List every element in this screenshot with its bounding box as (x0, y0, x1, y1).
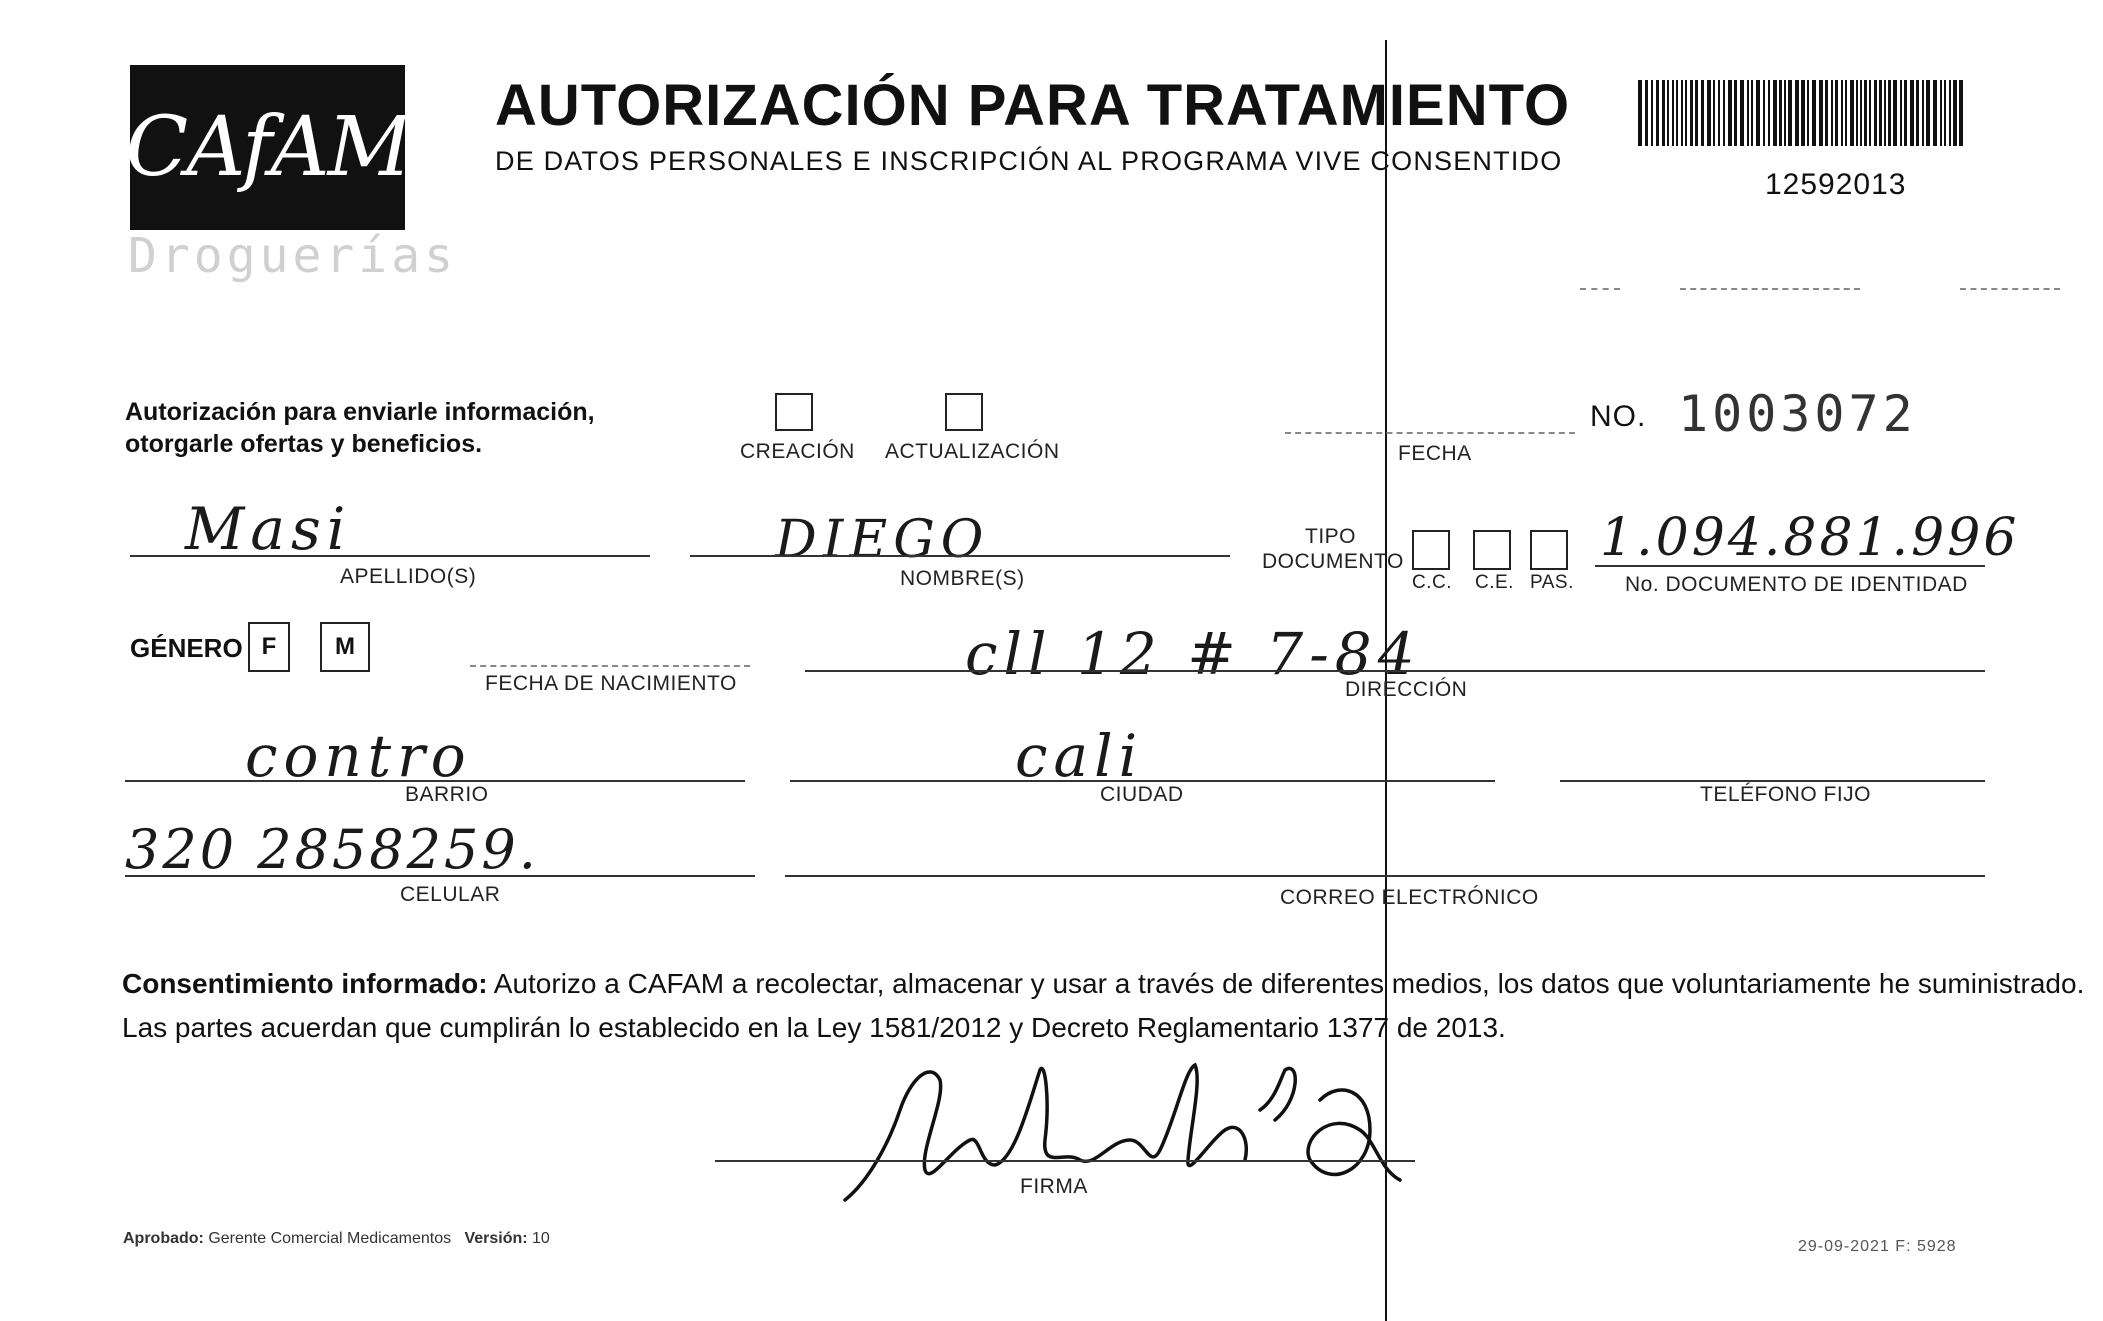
barcode-bar (1685, 80, 1687, 146)
barcode-bar (1812, 80, 1816, 146)
authorization-text-2: otorgarle ofertas y beneficios. (125, 430, 483, 458)
ciudad-label: CIUDAD (1100, 783, 1184, 806)
barcode-bar (1779, 80, 1782, 146)
barcode-bar (1959, 80, 1963, 146)
correo-label: CORREO ELECTRÓNICO (1280, 886, 1539, 909)
barcode-bar (1845, 80, 1847, 146)
barcode-bar (1784, 80, 1786, 146)
barcode-bar (1850, 80, 1854, 146)
nombres-line[interactable] (690, 555, 1230, 557)
telefono-label: TELÉFONO FIJO (1700, 783, 1872, 806)
barcode-bar (1723, 80, 1725, 146)
cc-checkbox[interactable] (1412, 530, 1450, 570)
barcode-bar (1728, 80, 1732, 146)
barrio-value: contro (245, 722, 472, 790)
ciudad-line[interactable] (790, 780, 1495, 782)
footer-code: 29-09-2021 F: 5928 (1798, 1238, 1957, 1255)
barcode-bar (1667, 80, 1669, 146)
barcode-bar (1773, 80, 1777, 146)
barcode-bar (1672, 80, 1674, 146)
ce-label: C.E. (1475, 572, 1514, 593)
barcode-bar (1701, 80, 1704, 146)
form-title: AUTORIZACIÓN PARA TRATAMIENTO (495, 73, 1571, 138)
barcode-bar (1819, 80, 1823, 146)
barcode-bar (1949, 80, 1951, 146)
barcode-bar (1944, 80, 1946, 146)
barcode (1638, 80, 1968, 146)
barcode-bar (1740, 80, 1744, 146)
barcode-bar (1856, 80, 1858, 146)
aprobado-value: Gerente Comercial Medicamentos (208, 1230, 452, 1247)
celular-value: 320 2858259. (125, 818, 539, 881)
barcode-bar (1707, 80, 1711, 146)
consent-text-2: Las partes acuerdan que cumplirán lo establecido en la Ley 1581/2012 y Decreto Reglamentario 1377 de 2013. (122, 1012, 1506, 1043)
gender-f-label: F (261, 633, 277, 660)
version-label: Versión: (464, 1230, 528, 1247)
form-subtitle: DE DATOS PERSONALES E INSCRIPCIÓN AL PROGRAMA VIVE CONSENTIDO (495, 146, 1563, 176)
barcode-bar (1933, 80, 1937, 146)
nombres-label: NOMBRE(S) (900, 567, 1025, 590)
barcode-number: 12592013 (1765, 168, 1907, 201)
ce-checkbox[interactable] (1473, 530, 1511, 570)
barcode-bar (1831, 80, 1833, 146)
barcode-bar (1747, 80, 1749, 146)
barcode-bar (1835, 80, 1838, 146)
barcode-bar (1676, 80, 1678, 146)
barcode-bar (1884, 80, 1886, 146)
correo-line[interactable] (785, 875, 1985, 877)
barcode-bar (1904, 80, 1907, 146)
barcode-bar (1768, 80, 1770, 146)
barcode-bar (1940, 80, 1942, 146)
barcode-bar (1879, 80, 1882, 146)
barcode-bar (1734, 80, 1737, 146)
actualizacion-label: ACTUALIZACIÓN (885, 440, 1060, 463)
pas-checkbox[interactable] (1530, 530, 1568, 570)
barcode-bar (1874, 80, 1877, 146)
celular-label: CELULAR (400, 883, 501, 906)
barcode-bar (1922, 80, 1924, 146)
barcode-bar (1869, 80, 1871, 146)
consent-bold: Consentimiento informado: (122, 968, 488, 999)
barcode-bar (1662, 80, 1665, 146)
barcode-bar (1841, 80, 1843, 146)
genero-label: GÉNERO (130, 633, 243, 663)
barrio-label: BARRIO (405, 783, 489, 806)
barcode-bar (1718, 80, 1720, 146)
firma-label: FIRMA (1020, 1175, 1088, 1198)
barcode-bar (1645, 80, 1648, 146)
barcode-bar (1825, 80, 1828, 146)
direccion-value: cll 12 # 7-84 (965, 620, 1421, 688)
barcode-bar (1751, 80, 1753, 146)
aprobado-label: Aprobado: (123, 1230, 204, 1247)
faint-line (1960, 288, 2060, 290)
barcode-bar (1864, 80, 1867, 146)
barcode-bar (1953, 80, 1957, 146)
gender-m-label: M (335, 633, 355, 660)
barcode-bar (1795, 80, 1799, 146)
barcode-bar (1638, 80, 1642, 146)
barcode-bar (1807, 80, 1809, 146)
telefono-line[interactable] (1560, 780, 1985, 782)
ciudad-value: cali (1015, 722, 1144, 790)
fecha-label: FECHA (1398, 442, 1472, 465)
barcode-bar (1695, 80, 1698, 146)
barcode-bar (1893, 80, 1897, 146)
firma-line[interactable] (715, 1160, 1415, 1162)
barcode-bar (1713, 80, 1715, 146)
signature (830, 1040, 1450, 1220)
documento-label: DOCUMENTO (1262, 550, 1404, 573)
barrio-line[interactable] (125, 780, 745, 782)
cafam-logo (125, 65, 410, 230)
pas-label: PAS. (1530, 572, 1574, 593)
apellidos-value: Masi (185, 495, 352, 563)
barcode-bar (1763, 80, 1765, 146)
tipo-label: TIPO (1305, 525, 1357, 548)
barcode-bar (1910, 80, 1914, 146)
gender-f-box[interactable] (248, 622, 290, 672)
fecha-line[interactable] (1285, 432, 1575, 434)
apellidos-label: APELLIDO(S) (340, 565, 477, 588)
direccion-label: DIRECCIÓN (1345, 678, 1468, 701)
nacimiento-line[interactable] (470, 665, 750, 667)
creacion-checkbox[interactable] (775, 393, 813, 431)
logo-text: CAfAM (125, 100, 410, 195)
barcode-bar (1690, 80, 1693, 146)
documento-value: 1.094.881.996 (1600, 508, 2020, 568)
cc-label: C.C. (1412, 572, 1452, 593)
documento-id-label: No. DOCUMENTO DE IDENTIDAD (1625, 573, 1968, 596)
barcode-bar (1900, 80, 1902, 146)
aprobado-footer (123, 1230, 550, 1248)
consent-body-1: Autorizo a CAFAM a recolectar, almacenar y usar a través de diferentes medios, los datos que voluntariamente he suministrado. (487, 968, 2085, 999)
direccion-line[interactable] (805, 670, 1985, 672)
barcode-bar (1888, 80, 1891, 146)
documento-line[interactable] (1595, 565, 1985, 567)
barcode-bar (1756, 80, 1760, 146)
creacion-label: CREACIÓN (740, 440, 855, 463)
version-value: 10 (532, 1230, 550, 1247)
barcode-bar (1801, 80, 1805, 146)
apellidos-line[interactable] (130, 555, 650, 557)
nombres-value: DIEGO (775, 510, 990, 570)
authorization-text-1: Autorización para enviarle información, (125, 398, 595, 426)
barcode-bar (1788, 80, 1792, 146)
faint-line (1580, 288, 1620, 290)
logo-subtitle: Droguerías (128, 228, 457, 284)
barcode-bar (1860, 80, 1862, 146)
form-number: 1003072 (1678, 385, 1917, 443)
barcode-bar (1681, 80, 1683, 146)
barcode-bar (1651, 80, 1653, 146)
actualizacion-checkbox[interactable] (945, 393, 983, 431)
barcode-bar (1656, 80, 1659, 146)
celular-line[interactable] (125, 875, 755, 877)
consent-text-1 (122, 968, 2084, 1000)
barcode-bar (1916, 80, 1919, 146)
number-label: NO. (1590, 400, 1647, 433)
faint-line (1680, 288, 1860, 290)
gender-m-box[interactable] (320, 622, 370, 672)
barcode-bar (1926, 80, 1930, 146)
nacimiento-label: FECHA DE NACIMIENTO (485, 672, 737, 695)
